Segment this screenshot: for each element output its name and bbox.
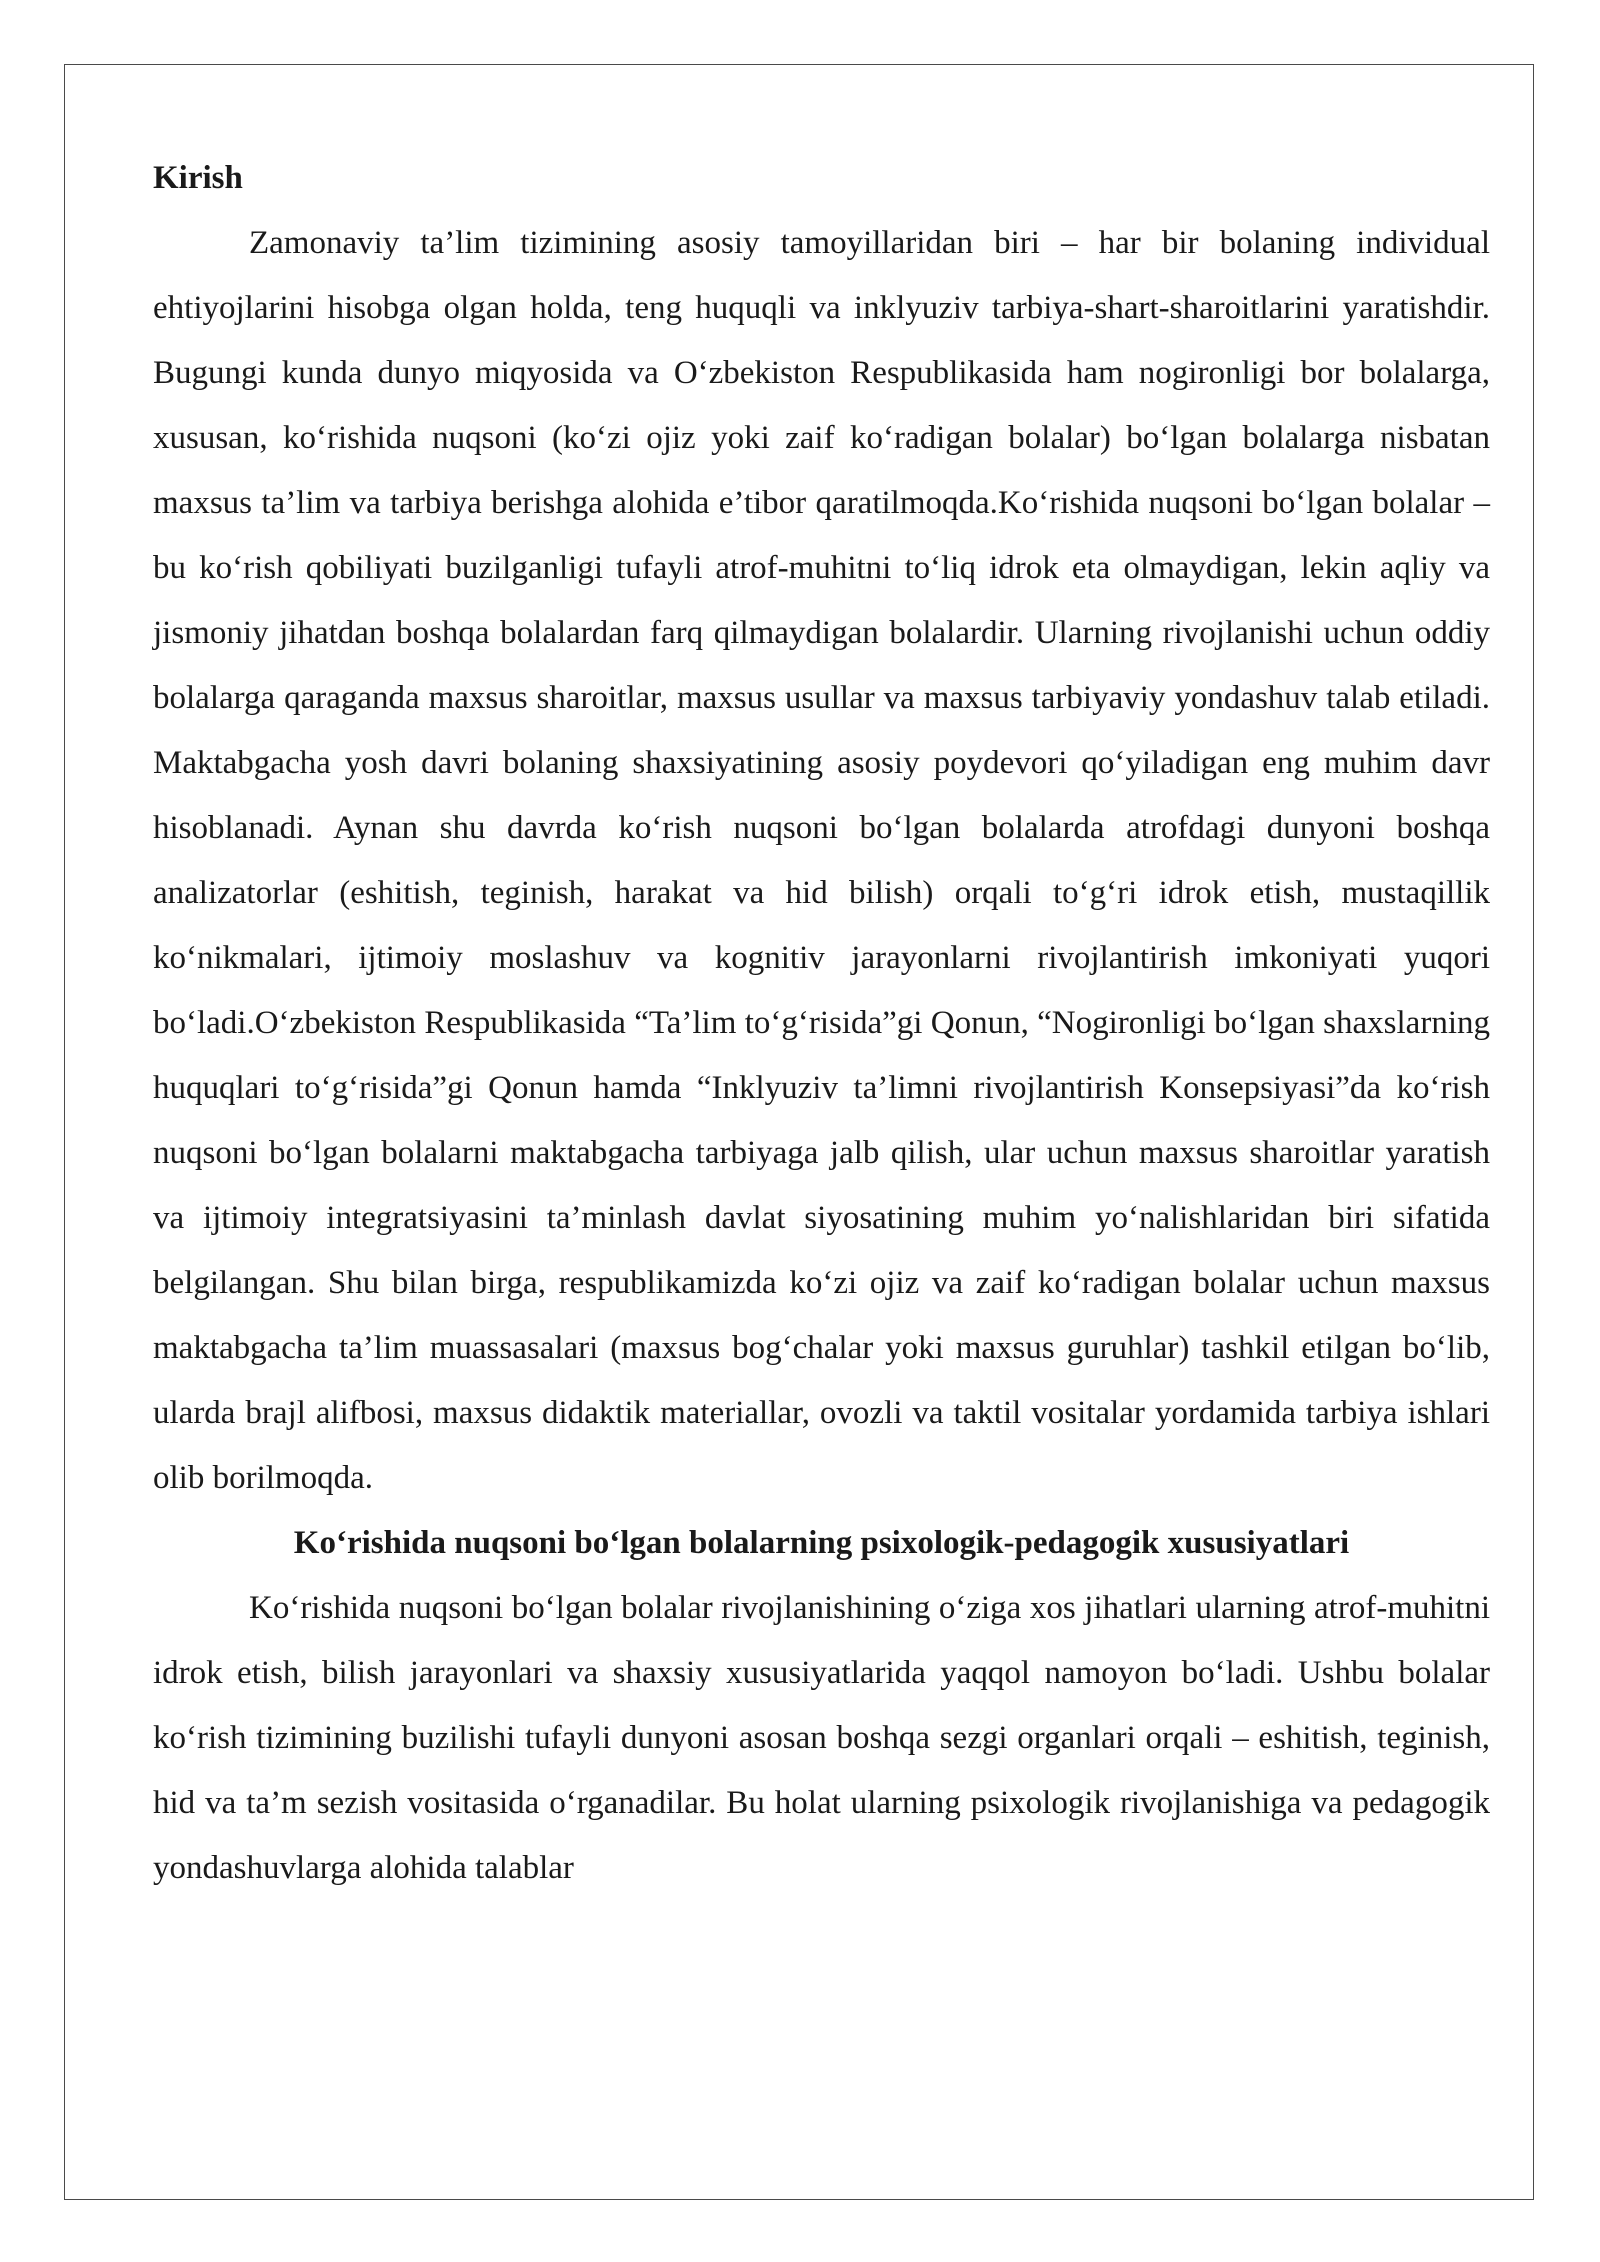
- section-heading: Ko‘rishida nuqsoni bo‘lgan bolalarning psixologik-pedagogik xususiyatlari: [293, 1525, 1350, 1561]
- document-body: [153, 146, 1490, 1901]
- document-heading: Kirish: [153, 160, 243, 196]
- intro-paragraph: Zamonaviy ta’lim tizimining asosiy tamoyillaridan biri – har bir bolaning individual ehtiyojlarini hisobga olgan holda, teng huquqli va inklyuziv tarbiya-shart-sharoitlarini yaratishdir. Bugungi kunda dunyo miqyosida va O‘zbekiston Respublikasida ham nogironligi bor bolalarga, xususan, ko‘rishida nuqsoni (ko‘zi ojiz yoki zaif ko‘radigan bolalar) bo‘lgan bolalarga nisbatan maxsus ta’lim va tarbiya berishga alohida e’tibor qaratilmoqda.Ko‘rishida nuqsoni bo‘lgan bolalar – bu ko‘rish qobiliyati buzilganligi tufayli atrof-muhitni to‘liq idrok eta olmaydigan, lekin aqliy va jismoniy jihatdan boshqa bolalardan farq qilmaydigan bolalardir. Ularning rivojlanishi uchun oddiy bolalarga qaraganda maxsus sharoitlar, maxsus usullar va maxsus tarbiyaviy yondashuv talab etiladi. Maktabgacha yosh davri bolaning shaxsiyatining asosiy poydevori qo‘yiladigan eng muhim davr hisoblanadi. Aynan shu davrda ko‘rish nuqsoni bo‘lgan bolalarda atrofdagi dunyoni boshqa analizatorlar (eshitish, teginish, harakat va hid bilish) orqali to‘g‘ri idrok etish, mustaqillik ko‘nikmalari, ijtimoiy moslashuv va kognitiv jarayonlarni rivojlantirish imkoniyati yuqori bo‘ladi.O‘zbekiston Respublikasida “Ta’lim to‘g‘risida”gi Qonun, “Nogironligi bo‘lgan shaxslarning huquqlari to‘g‘risida”gi Qonun hamda “Inklyuziv ta’limni rivojlantirish Konsepsiyasi”da ko‘rish nuqsoni bo‘lgan bolalarni maktabgacha tarbiyaga jalb qilish, ular uchun maxsus sharoitlar yaratish va ijtimoiy integratsiyasini ta’minlash davlat siyosatining muhim yo‘nalishlaridan biri sifatida belgilangan. Shu bilan birga, respublikamizda ko‘zi ojiz va zaif ko‘radigan bolalar uchun maxsus maktabgacha ta’lim muassasalari (maxsus bog‘chalar yoki maxsus guruhlar) tashkil etilgan bo‘lib, ularda brajl alifbosi, maxsus didaktik materiallar, ovozli va taktil vositalar yordamida tarbiya ishlari olib borilmoqda.: [153, 225, 1490, 1496]
- section-paragraph: Ko‘rishida nuqsoni bo‘lgan bolalar rivojlanishining o‘ziga xos jihatlari ularning atrof-muhitni idrok etish, bilish jarayonlari va shaxsiy xususiyatlarida yaqqol namoyon bo‘ladi. Ushbu bolalar ko‘rish tizimining buzilishi tufayli dunyoni asosan boshqa sezgi organlari orqali – eshitish, teginish, hid va ta’m sezish vositasida o‘rganadilar. Bu holat ularning psixologik rivojlanishiga va pedagogik yondashuvlarga alohida talablar: [153, 1590, 1490, 1886]
